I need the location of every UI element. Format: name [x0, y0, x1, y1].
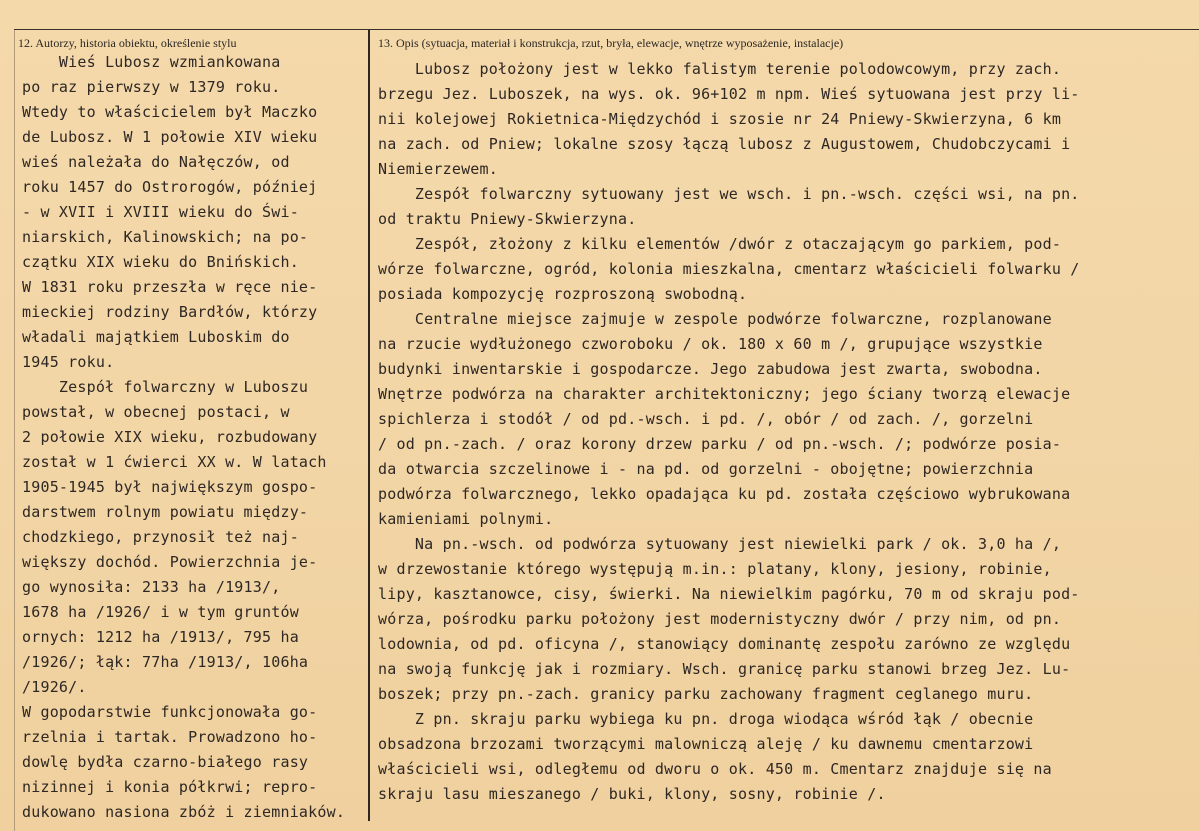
history-text-line: wieś należała do Nałęczów, od	[22, 153, 290, 171]
history-text-line: został w 1 ćwierci XX w. W latach	[22, 453, 327, 471]
description-text-line: skraju lasu mieszanego / buki, klony, sosny, robinie /.	[378, 785, 886, 803]
history-text-line: dowlę bydła czarno-białego rasy	[22, 753, 309, 771]
description-text-line: da otwarcia szczelinowe i - na pd. od gorzelni - obojętne; powierzchnia	[378, 460, 1034, 478]
description-text-line: w drzewostanie którego występują m.in.: platany, klony, jesiony, robinie,	[378, 560, 1052, 578]
description-text-line: boszek; przy pn.-zach. granicy parku zachowany fragment ceglanego muru.	[378, 685, 1034, 703]
description-text-line: kamieniami polnymi.	[378, 510, 554, 528]
description-text-line: obsadzona brzozami tworzącymi malowniczą aleję / ku dawnemu cmentarzowi	[378, 735, 1034, 753]
history-text-line: 1905-1945 był największym gospo-	[22, 478, 318, 496]
description-text-line: Wnętrze podwórza na charakter architektoniczny; jego ściany tworzą elewacje	[378, 385, 1071, 403]
description-text-line: Zespół folwarczny sytuowany jest we wsch. i pn.-wsch. części wsi, na pn.	[378, 185, 1080, 203]
history-text-line: mieckiej rodziny Bardłów, którzy	[22, 303, 318, 321]
description-text-line: na swoją funkcję jak i rozmiary. Wsch. granicę parku stanowi brzeg Jez. Lu-	[378, 660, 1071, 678]
description-text-line: na rzucie wydłużonego czworoboku / ok. 180 x 60 m /, grupujące wszystkie	[378, 335, 1043, 353]
description-text-line: lipy, kasztanowce, cisy, świerki. Na niewielkim pagórku, 70 m od skraju pod-	[378, 585, 1080, 603]
history-text-line: Wieś Lubosz wzmiankowana	[22, 53, 281, 71]
description-text-line: budynki inwentarskie i gospodarcze. Jego zabudowa jest zwarta, swobodna.	[378, 360, 1043, 378]
history-text-line: dukowano nasiona zbóż i ziemniaków.	[22, 803, 346, 821]
history-text-line: go wynosiła: 2133 ha /1913/,	[22, 578, 281, 596]
description-text-line: na zach. od Pniew; lokalne szosy łączą lubosz z Augustowem, Chudobczycami i	[378, 135, 1071, 153]
history-text-line: /1926/.	[22, 678, 87, 696]
description-text-line: lodownia, od pd. oficyna /, stanowiący dominantę zespołu zarówno ze względu	[378, 635, 1071, 653]
description-text-column	[378, 57, 1080, 807]
left-margin-rule	[14, 30, 15, 831]
history-text-line: czątku XIX wieku do Bnińskich.	[22, 253, 299, 271]
history-text-line: 2 połowie XIX wieku, rozbudowany	[22, 428, 318, 446]
description-text-line: Zespół, złożony z kilku elementów /dwór z otaczającym go parkiem, pod-	[378, 235, 1062, 253]
description-text-line: Z pn. skraju parku wybiega ku pn. droga wiodąca wśród łąk / obecnie	[378, 710, 1034, 728]
history-text-line: chodzkiego, przynosił też naj-	[22, 528, 299, 546]
description-text-line: od traktu Pniewy-Skwierzyna.	[378, 210, 637, 228]
history-text-line: po raz pierwszy w 1379 roku.	[22, 78, 281, 96]
description-text-line: nii kolejowej Rokietnica-Międzychód i szosie nr 24 Pniewy-Skwierzyna, 6 km	[378, 110, 1062, 128]
description-text-line: podwórza folwarcznego, lekko opadająca ku pd. została częściowo wybrukowana	[378, 485, 1071, 503]
history-text-line: de Lubosz. W 1 połowie XIV wieku	[22, 128, 318, 146]
description-text-line: wórza, pośrodku parku położony jest modernistyczny dwór / przy nim, od pn.	[378, 610, 1062, 628]
section-12-heading: 12. Autorzy, historia obiektu, określenie stylu	[18, 36, 237, 50]
history-text-line: 1945 roku.	[22, 353, 115, 371]
history-text-line: roku 1457 do Ostrorogów, później	[22, 178, 318, 196]
history-text-line: ornych: 1212 ha /1913/, 795 ha	[22, 628, 299, 646]
header-rule	[14, 29, 1199, 30]
column-divider	[368, 30, 370, 821]
description-text-line: Na pn.-wsch. od podwórza sytuowany jest niewielki park / ok. 3,0 ha /,	[378, 535, 1062, 553]
history-text-line: niarskich, Kalinowskich; na po-	[22, 228, 309, 246]
history-text-line: władali majątkiem Luboskim do	[22, 328, 290, 346]
history-text-line: W gopodarstwie funkcjonowała go-	[22, 703, 318, 721]
description-text-line: brzegu Jez. Luboszek, na wys. ok. 96+102 m npm. Wieś sytuowana jest przy li-	[378, 85, 1080, 103]
history-text-line: Wtedy to właścicielem był Maczko	[22, 103, 318, 121]
description-text-line: Lubosz położony jest w lekko falistym terenie polodowcowym, przy zach.	[378, 60, 1062, 78]
history-text-line: W 1831 roku przeszła w ręce nie-	[22, 278, 318, 296]
description-text-line: Niemierzewem.	[378, 160, 498, 178]
history-text-line: nizinnej i konia półkrwi; repro-	[22, 778, 318, 796]
history-text-line: /1926/; łąk: 77ha /1913/, 106ha	[22, 653, 309, 671]
description-text-line: spichlerza i stodół / od pd.-wsch. i pd. /, obór / od zach. /, gorzelni	[378, 410, 1034, 428]
history-text-line: większy dochód. Powierzchnia je-	[22, 553, 318, 571]
history-text-column	[22, 50, 345, 825]
description-text-line: posiada kompozycję rozproszoną swobodną.	[378, 285, 748, 303]
history-text-line: Zespół folwarczny w Luboszu	[22, 378, 309, 396]
history-text-line: powstał, w obecnej postaci, w	[22, 403, 290, 421]
section-13-heading: 13. Opis (sytuacja, materiał i konstrukcja, rzut, bryła, elewacje, wnętrze wyposażenie, instalacje)	[378, 36, 844, 50]
history-text-line: 1678 ha /1926/ i w tym gruntów	[22, 603, 299, 621]
history-text-line: rzelnia i tartak. Prowadzono ho-	[22, 728, 318, 746]
description-text-line: właścicieli wsi, odległemu od dworu o ok. 450 m. Cmentarz znajduje się na	[378, 760, 1052, 778]
description-text-line: Centralne miejsce zajmuje w zespole podwórze folwarczne, rozplanowane	[378, 310, 1052, 328]
description-text-line: wórze folwarczne, ogród, kolonia mieszkalna, cmentarz właścicieli folwarku /	[378, 260, 1080, 278]
description-text-line: / od pn.-zach. / oraz korony drzew parku / od pn.-wsch. /; podwórze posia-	[378, 435, 1062, 453]
history-text-line: - w XVII i XVIII wieku do Świ-	[22, 203, 299, 221]
history-text-line: darstwem rolnym powiatu między-	[22, 503, 309, 521]
